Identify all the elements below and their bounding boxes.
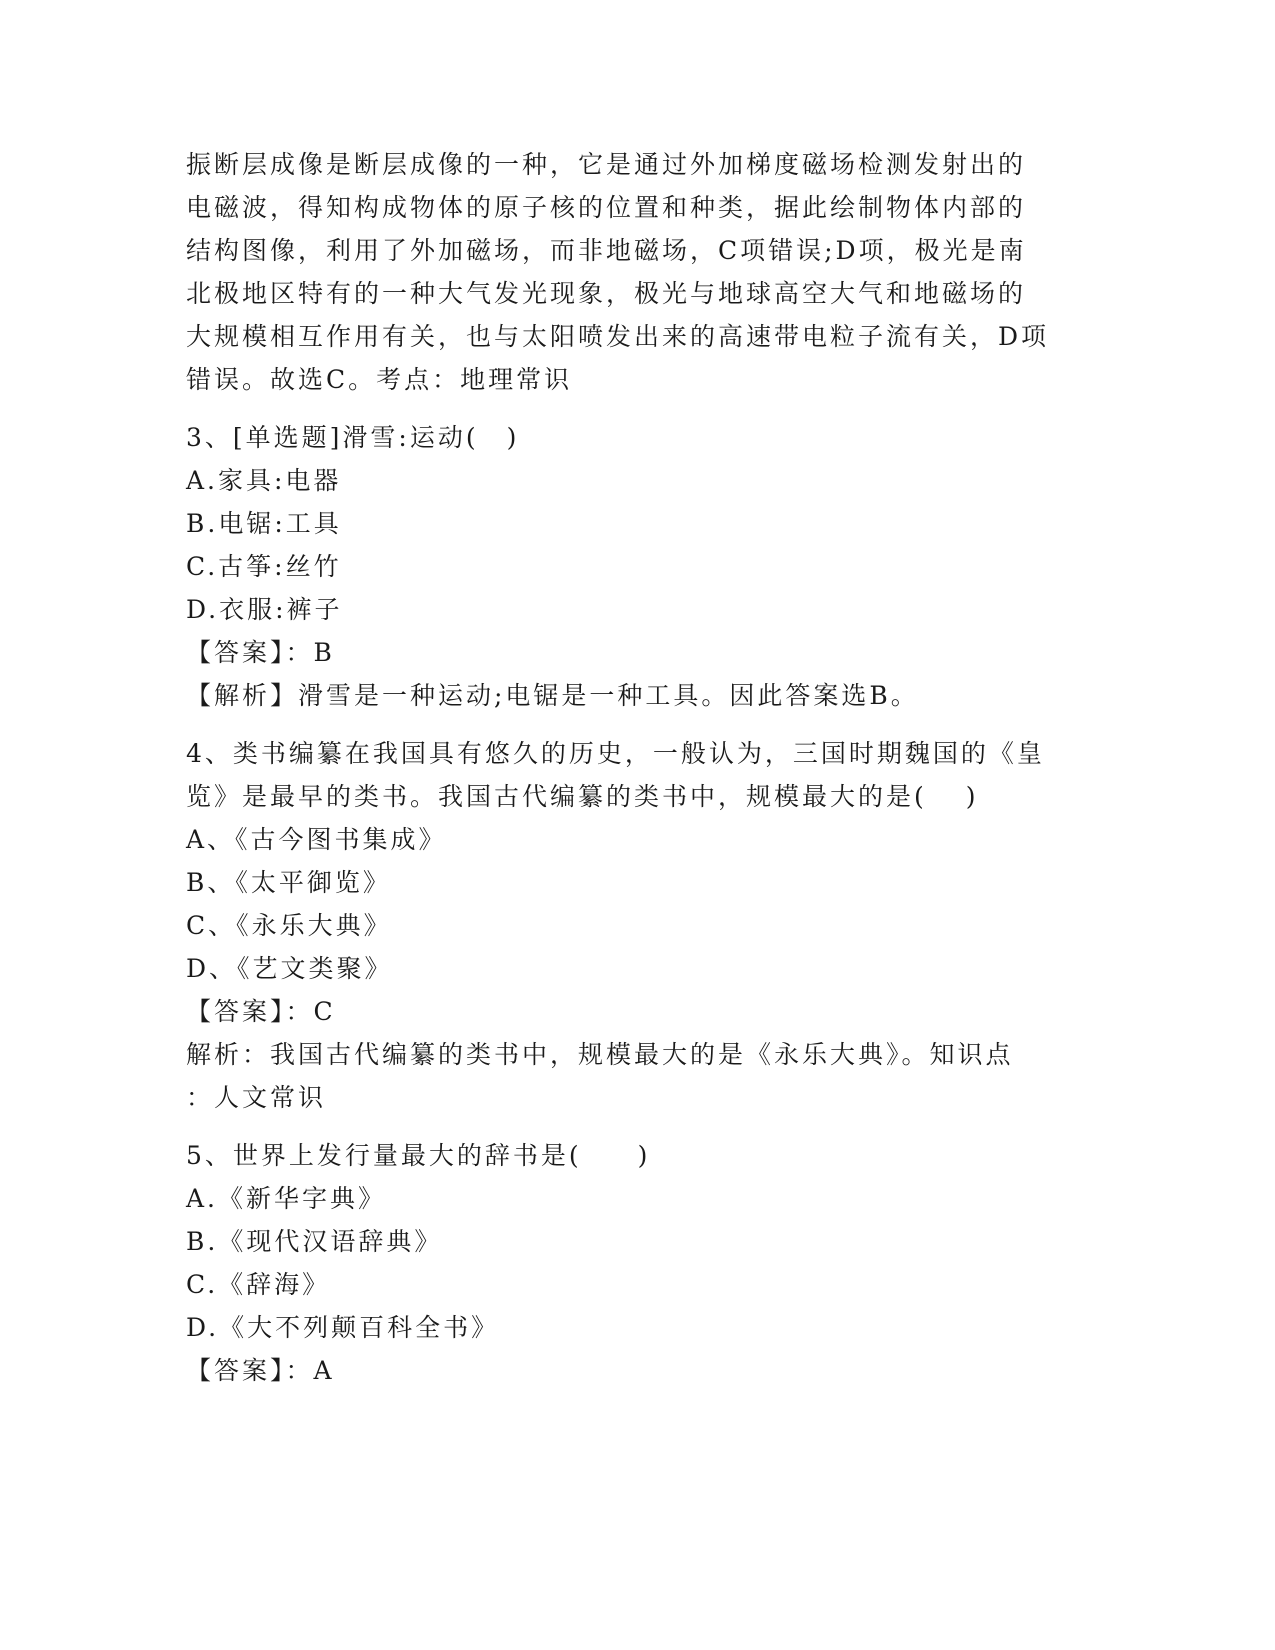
intro-line: 错误。故选C。考点：地理常识 <box>186 365 573 394</box>
option-d: D.衣服:裤子 <box>186 595 343 624</box>
option-b: B.《现代汉语辞典》 <box>186 1227 443 1256</box>
intro-line: 电磁波，得知构成物体的原子核的位置和种类，据此绘制物体内部的 <box>186 193 1027 222</box>
question-text: 3、[单选题]滑雪:运动( ) <box>186 423 520 452</box>
option-b: B.电锯:工具 <box>186 509 342 538</box>
question-4 <box>186 732 1086 1119</box>
question-text: 4、类书编纂在我国具有悠久的历史，一般认为，三国时期魏国的《皇 <box>186 739 1045 768</box>
option-a: A.家具:电器 <box>186 466 342 495</box>
option-a: A、《古今图书集成》 <box>186 825 447 854</box>
question-5 <box>186 1134 1086 1392</box>
answer: 【答案】：C <box>186 997 336 1026</box>
option-a: A.《新华字典》 <box>186 1184 387 1213</box>
analysis: ：人文常识 <box>186 1083 327 1112</box>
intro-line: 北极地区特有的一种大气发光现象，极光与地球高空大气和地磁场的 <box>186 279 1027 308</box>
option-b: B、《太平御览》 <box>186 868 391 897</box>
answer: 【答案】：B <box>186 638 335 667</box>
option-c: C.古筝:丝竹 <box>186 552 342 581</box>
analysis: 【解析】滑雪是一种运动;电锯是一种工具。因此答案选B。 <box>186 681 919 710</box>
question-text: 5、世界上发行量最大的辞书是( ) <box>186 1141 651 1170</box>
question-text: 览》是最早的类书。我国古代编纂的类书中，规模最大的是( ) <box>186 782 979 811</box>
question-3 <box>186 416 1086 717</box>
intro-line: 振断层成像是断层成像的一种，它是通过外加梯度磁场检测发射出的 <box>186 150 1027 179</box>
intro-line: 结构图像，利用了外加磁场，而非地磁场，C项错误;D项，极光是南 <box>186 236 1027 265</box>
intro-paragraph <box>186 143 1086 401</box>
answer: 【答案】：A <box>186 1356 335 1385</box>
document-page <box>186 143 1086 1392</box>
option-c: C、《永乐大典》 <box>186 911 392 940</box>
option-d: D.《大不列颠百科全书》 <box>186 1313 500 1342</box>
option-d: D、《艺文类聚》 <box>186 954 393 983</box>
option-c: C.《辞海》 <box>186 1270 331 1299</box>
intro-line: 大规模相互作用有关，也与太阳喷发出来的高速带电粒子流有关，D项 <box>186 322 1050 351</box>
analysis: 解析：我国古代编纂的类书中，规模最大的是《永乐大典》。知识点 <box>186 1040 1014 1069</box>
